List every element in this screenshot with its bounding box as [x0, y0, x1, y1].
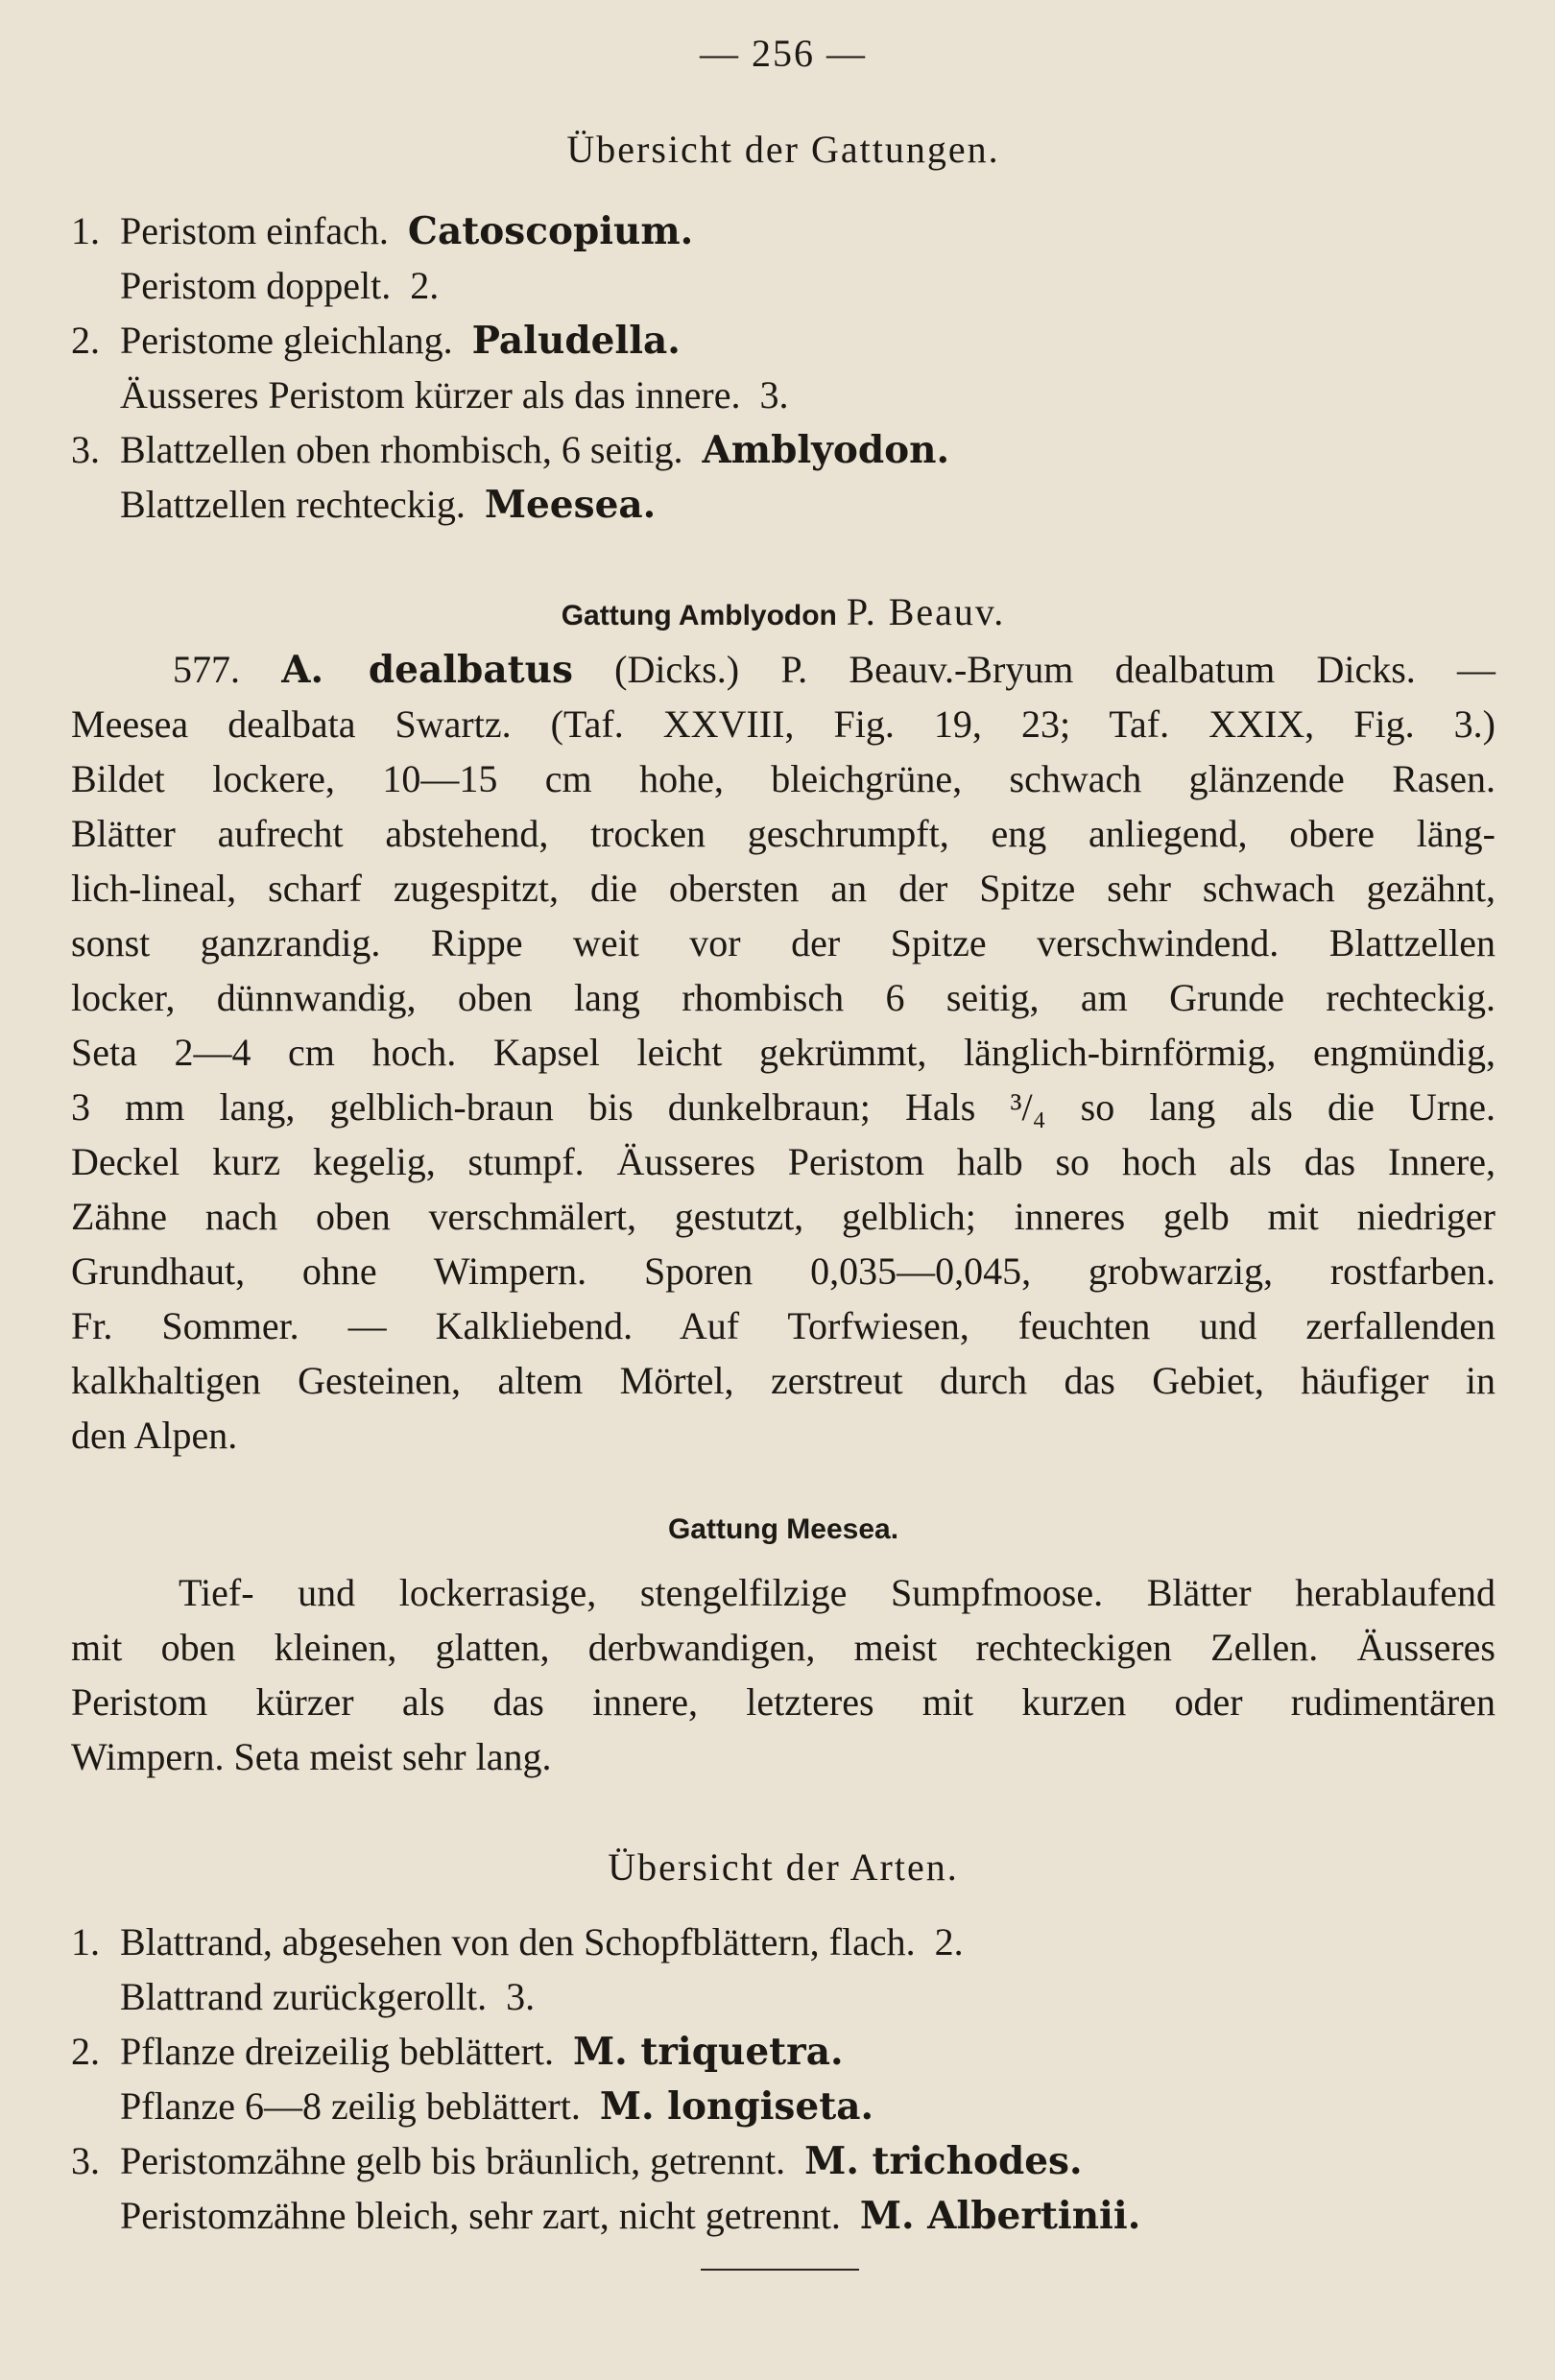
taxon-name: M. trichodes. [804, 2139, 1083, 2183]
taxon-name: M. triquetra. [573, 2030, 844, 2074]
text-line: Deckel kurz kegelig, stumpf. Äusseres Peristom halb so hoch als das Innere, [71, 1140, 1495, 1183]
text-line: Seta 2—4 cm hoch. Kapsel leicht gekrümmt, länglich-birnförmig, engmündig, [71, 1031, 1495, 1074]
text-line: Peristom kürzer als das innere, letzteres mit kurzen oder rudimentären [71, 1680, 1495, 1724]
key-line: Peristom doppelt. 2. [120, 264, 440, 307]
text-line: Fr. Sommer. — Kalkliebend. Auf Torfwiesen, feuchten und zerfallenden [71, 1304, 1495, 1347]
key-line: 3. Peristomzähne gelb bis bräunlich, getrennt. M. trichodes. [71, 2139, 1083, 2183]
end-rule [701, 2269, 859, 2271]
taxon-name: Meesea. [484, 483, 657, 527]
species-name: A. dealbatus [281, 648, 573, 692]
key-line: 1. Peristom einfach. Catoscopium. [71, 209, 694, 253]
key-line: 2. Pflanze dreizeilig beblättert. M. triquetra. [71, 2030, 844, 2074]
key-line: Pflanze 6—8 zeilig beblättert. M. longiseta. [120, 2084, 874, 2129]
taxon-name: M. longiseta. [599, 2084, 874, 2129]
taxon-name: Catoscopium. [407, 209, 694, 253]
text-line: Grundhaut, ohne Wimpern. Sporen 0,035—0,045, grobwarzig, rostfarben. [71, 1250, 1495, 1293]
key-line: Peristomzähne bleich, sehr zart, nicht getrennt. M. Albertinii. [120, 2194, 1141, 2238]
text-line: den Alpen. [71, 1414, 238, 1457]
key-line: Blattzellen rechteckig. Meesea. [120, 483, 657, 527]
key-line: 3. Blattzellen oben rhombisch, 6 seitig. Amblyodon. [71, 428, 950, 472]
key-line: 1. Blattrand, abgesehen von den Schopfblättern, flach. 2. [71, 1920, 964, 1964]
page-number: — 256 — [700, 32, 867, 75]
genera-key-heading: Übersicht der Gattungen. [566, 128, 1000, 171]
text-line: Bildet lockere, 10—15 cm hohe, bleichgrüne, schwach glänzende Rasen. [71, 757, 1495, 800]
key-line: 2. Peristome gleichlang. Paludella. [71, 319, 681, 363]
text-line: Zähne nach oben verschmälert, gestutzt, gelblich; inneres gelb mit niedriger [71, 1195, 1495, 1238]
text-line: Tief- und lockerrasige, stengelfilzige Sumpfmoose. Blätter herablaufend [179, 1571, 1495, 1614]
text-line: Wimpern. Seta meist sehr lang. [71, 1735, 552, 1778]
genus-heading-amblyodon: Gattung Amblyodon P. Beauv. [561, 590, 1006, 633]
text-line: mit oben kleinen, glatten, derbwandigen, meist rechteckigen Zellen. Äusseres [71, 1626, 1495, 1669]
text-line: Meesea dealbata Swartz. (Taf. XXVIII, Fig. 19, 23; Taf. XXIX, Fig. 3.) [71, 702, 1495, 746]
key-line: Äusseres Peristom kürzer als das innere. 3. [120, 373, 789, 416]
text-line: locker, dünnwandig, oben lang rhombisch 6 seitig, am Grunde rechteckig. [71, 976, 1495, 1019]
text-line: lich-lineal, scharf zugespitzt, die obersten an der Spitze sehr schwach gezähnt, [71, 867, 1495, 910]
text-line: sonst ganzrandig. Rippe weit vor der Spitze verschwindend. Blattzellen [71, 921, 1495, 964]
taxon-name: Paludella. [471, 319, 681, 363]
text-line: kalkhaltigen Gesteinen, altem Mörtel, zerstreut durch das Gebiet, häufiger in [71, 1359, 1495, 1402]
key-line: Blattrand zurückgerollt. 3. [120, 1975, 536, 2018]
taxon-name: Amblyodon. [702, 428, 950, 472]
genus-heading-meesea: Gattung Meesea. [667, 1513, 899, 1545]
taxon-name: M. Albertinii. [859, 2194, 1141, 2238]
text-line: 3 mm lang, gelblich-braun bis dunkelbraun; Hals ³/₄ so lang als die Urne. [71, 1085, 1495, 1129]
text-line: Blätter aufrecht abstehend, trocken geschrumpft, eng anliegend, obere läng- [71, 812, 1495, 855]
species-key-heading: Übersicht der Arten. [608, 1845, 959, 1889]
species-entry-first-line: 577. A. dealbatus (Dicks.) P. Beauv.-Bryum dealbatum Dicks. — [173, 648, 1496, 692]
